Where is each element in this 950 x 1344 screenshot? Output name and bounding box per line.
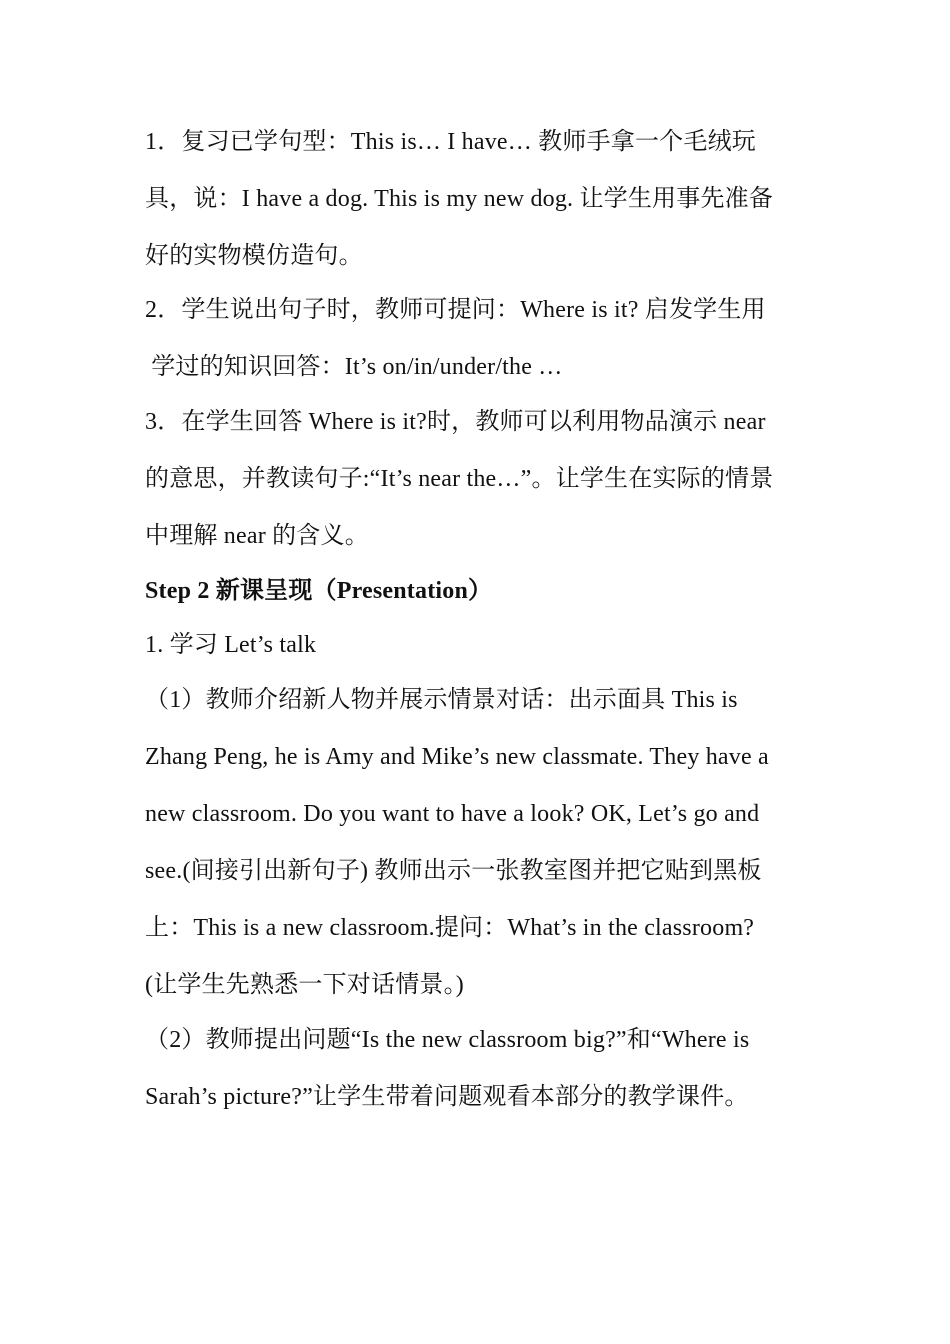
paragraph-2-line-2: 学过的知识回答：It’s on/in/under/the … <box>145 354 563 380</box>
item-1-line-3: new classroom. Do you want to have a look? OK, Let’s go and <box>145 801 760 827</box>
item-1-line-6: (让学生先熟悉一下对话情景。) <box>145 972 464 998</box>
item-1-line-4: see.(间接引出新句子) 教师出示一张教室图并把它贴到黑板 <box>145 858 762 884</box>
item-1-line-1: （1）教师介绍新人物并展示情景对话：出示面具 This is <box>145 687 738 713</box>
item-1-line-2: Zhang Peng, he is Amy and Mike’s new classmate. They have a <box>145 744 769 770</box>
item-1-line-5: 上：This is a new classroom.提问：What’s in the classroom? <box>145 915 755 941</box>
paragraph-3-line-2: 的意思，并教读句子:“It’s near the…”。让学生在实际的情景 <box>145 466 774 492</box>
step-2-heading: Step 2 新课呈现（Presentation） <box>145 578 493 604</box>
item-2-line-1: （2）教师提出问题“Is the new classroom big?”和“Where is <box>145 1027 750 1053</box>
paragraph-3-line-3: 中理解 near 的含义。 <box>145 523 369 549</box>
paragraph-2-line-1: 2．学生说出句子时，教师可提问：Where is it? 启发学生用 <box>145 297 766 323</box>
paragraph-3-line-1: 3．在学生回答 Where is it?时，教师可以利用物品演示 near <box>145 409 766 435</box>
paragraph-1-line-1: 1．复习已学句型：This is… I have… 教师手拿一个毛绒玩 <box>145 129 756 155</box>
section-1-heading: 1. 学习 Let’s talk <box>145 632 317 658</box>
paragraph-1-line-3: 好的实物模仿造句。 <box>145 243 363 269</box>
paragraph-1-line-2: 具，说：I have a dog. This is my new dog. 让学生用事先准备 <box>145 186 774 212</box>
item-2-line-2: Sarah’s picture?”让学生带着问题观看本部分的教学课件。 <box>145 1084 749 1110</box>
